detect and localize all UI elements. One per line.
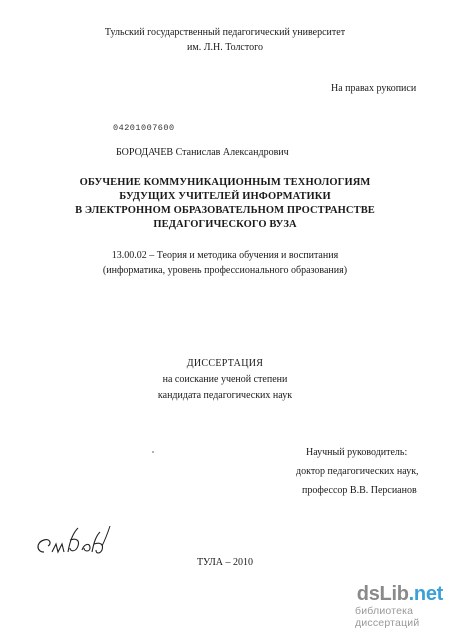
specialty-code: 13.00.02 – Теория и методика обучения и воспитания	[111, 250, 339, 261]
watermark-brand-accent: .net	[408, 583, 443, 605]
watermark-subtitle: библиотека диссертаций	[355, 605, 420, 629]
author-name: БОРОДАЧЕВ Станислав Александрович	[116, 147, 289, 158]
dissertation-heading: ДИССЕРТАЦИЯ	[186, 358, 264, 369]
title-line: В ЭЛЕКТРОННОМ ОБРАЗОВАТЕЛЬНОМ ПРОСТРАНСТВЕ	[75, 205, 375, 216]
stamp-code: 04201007600	[113, 123, 175, 133]
title-line: ПЕДАГОГИЧЕСКОГО ВУЗА	[153, 219, 297, 230]
university-named-after: им. Л.Н. Толстого	[187, 42, 263, 53]
specialty-detail: (информатика, уровень профессионального образования)	[102, 265, 348, 276]
title-line: ОБУЧЕНИЕ КОММУНИКАЦИОННЫМ ТЕХНОЛОГИЯМ	[79, 177, 371, 188]
manuscript-note: На правах рукописи	[331, 83, 417, 94]
city-year: ТУЛА – 2010	[196, 557, 254, 568]
title-line: БУДУЩИХ УЧИТЕЛЕЙ ИНФОРМАТИКИ	[119, 191, 331, 202]
scan-speck	[152, 451, 154, 453]
supervisor-degree: доктор педагогических наук,	[296, 466, 419, 477]
degree-line-2: кандидата педагогических наук	[157, 390, 293, 401]
supervisor-name: профессор В.В. Персианов	[302, 485, 417, 496]
watermark-brand	[357, 583, 443, 606]
degree-line-1: на соискание ученой степени	[162, 374, 288, 385]
university-name: Тульский государственный педагогический университет	[104, 27, 346, 38]
watermark-brand-main: dsLib	[356, 583, 409, 605]
supervisor-label: Научный руководитель:	[306, 447, 408, 458]
